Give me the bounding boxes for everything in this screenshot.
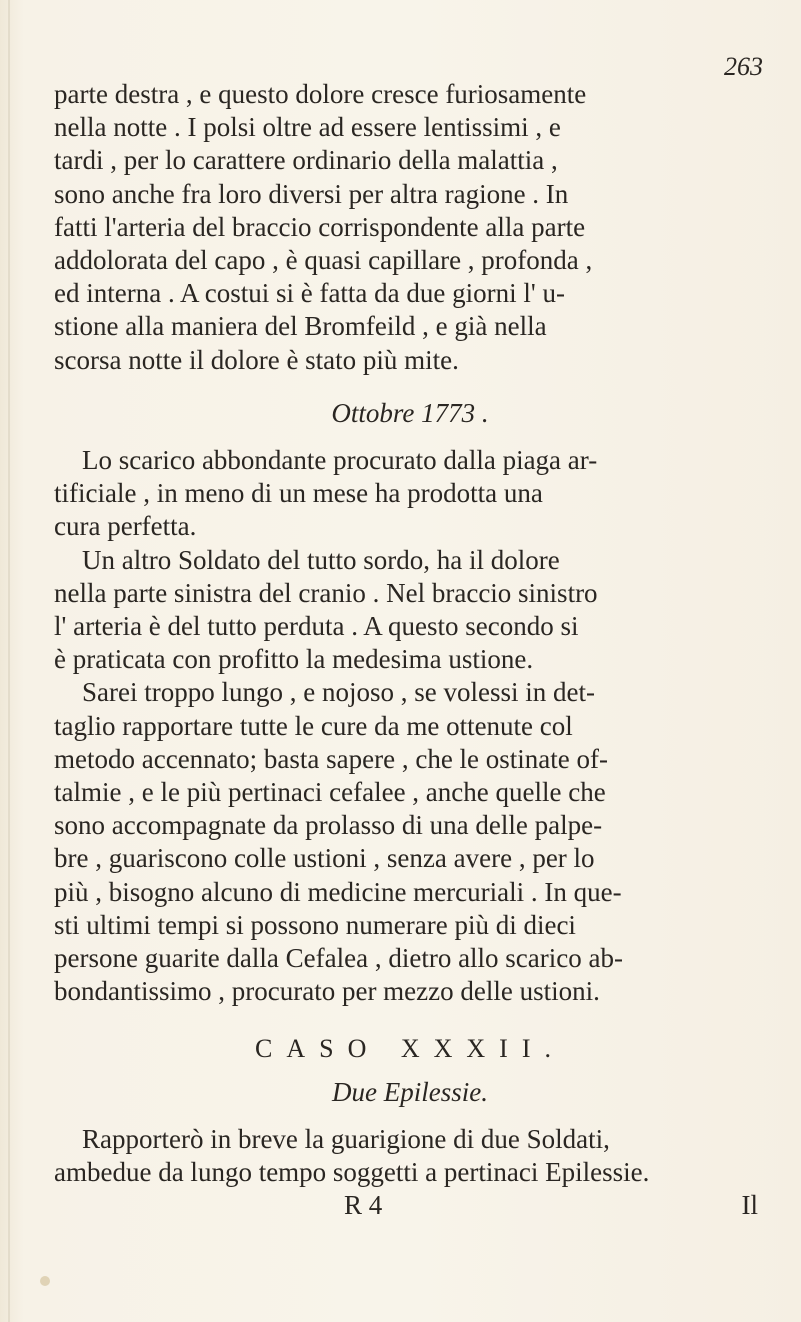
text-line: tardi , per lo carattere ordinario della malattia , [54,145,558,176]
text-line: taglio rapportare tutte le cure da me ottenute col [54,710,573,741]
text-line: fatti l'arteria del braccio corrispondente alla parte [54,211,586,242]
text-line: l' arteria è del tutto perduta . A questo secondo si [54,611,579,642]
text-line: sono anche fra loro diversi per altra ragione . In [54,178,569,209]
paragraph-4 [54,676,766,1008]
text-line: è praticata con profitto la medesima ustione. [54,644,534,675]
text-line: più , bisogno alcuno di medicine mercuriali . In que- [54,876,622,907]
paragraph-2 [54,444,766,544]
catchword: Il [741,1190,758,1221]
date-heading: Ottobre 1773 . [331,397,489,428]
page-body [54,78,766,1223]
text-line: sono accompagnate da prolasso di una delle palpe- [54,810,603,841]
page-gutter [8,0,10,1322]
text-line: Sarei troppo lungo , e nojoso , se volessi in det- [82,677,595,708]
text-line: talmie , e le più pertinaci cefalee , anche quelle che [54,777,606,808]
text-line: Un altro Soldato del tutto sordo, ha il dolore [82,544,560,575]
text-line: bondantissimo , procurato per mezzo delle ustioni. [54,976,600,1007]
text-line: bre , guariscono colle ustioni , senza avere , per lo [54,843,595,874]
text-line: addolorata del capo , è quasi capillare , profonda , [54,245,593,276]
page-number: 263 [724,52,763,81]
text-line: parte destra , e questo dolore cresce furiosamente [54,79,587,109]
text-line: persone guarite dalla Cefalea , dietro allo scarico ab- [54,943,623,974]
text-line: scorsa notte il dolore è stato più mite. [54,344,459,375]
text-line: nella notte . I polsi oltre ad essere lentissimi , e [54,112,561,143]
text-line: cura perfetta. [54,511,197,542]
text-line: Rapporterò in breve la guarigione di due Soldati, [82,1123,610,1154]
paragraph-5 [54,1123,766,1189]
text-line: Lo scarico abbondante procurato dalla piaga ar- [82,445,598,476]
text-line: sti ultimi tempi si possono numerare più di dieci [54,909,576,940]
paper-stain [40,1276,50,1286]
case-subheading: Due Epilessie. [332,1076,488,1107]
text-line: tificiale , in meno di un mese ha prodotta una [54,478,543,509]
paragraph-1 [54,78,766,377]
text-line: nella parte sinistra del cranio . Nel braccio sinistro [54,577,598,608]
page-footer [54,1189,766,1222]
text-line: stione alla maniera del Bromfeild , e già nella [54,311,547,342]
case-heading: CASO XXXII. [255,1034,565,1064]
text-line: metodo accennato; basta sapere , che le ostinate of- [54,743,609,774]
paragraph-3 [54,544,766,677]
text-line: ambedue da lungo tempo soggetti a pertinaci Epilessie. [54,1157,650,1188]
signature-mark: R 4 [344,1190,383,1221]
text-line: ed interna . A costui si è fatta da due giorni l' u- [54,278,565,309]
